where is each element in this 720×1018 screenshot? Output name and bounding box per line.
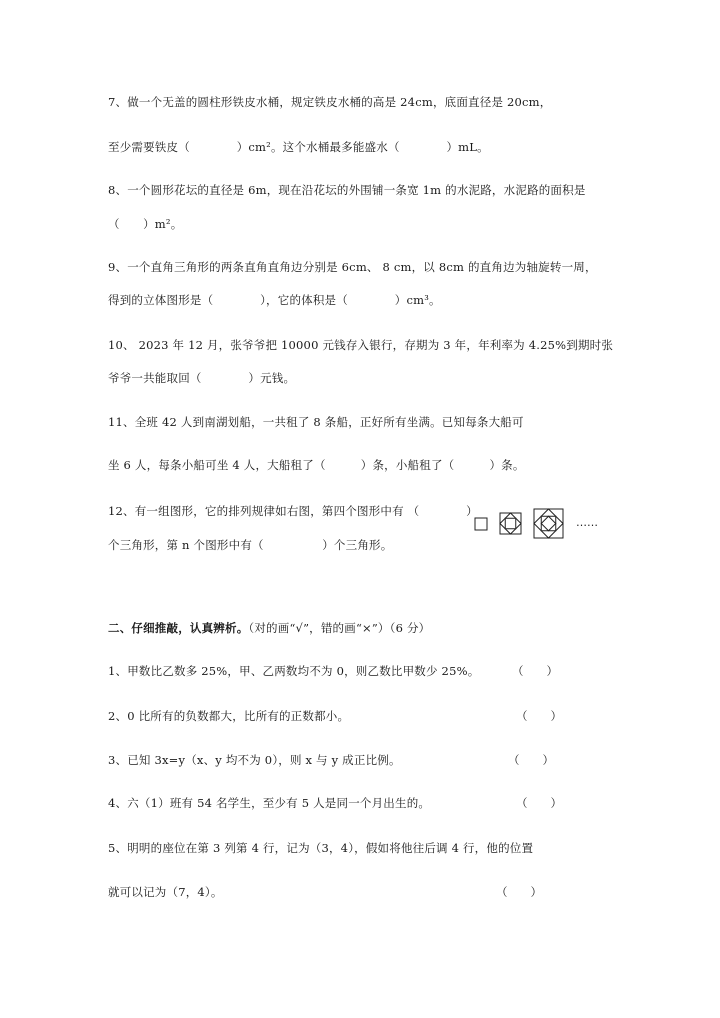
pattern-figure-2 [500, 513, 521, 534]
judge-answer-4[interactable]: （ ） [516, 796, 562, 810]
judge-answer-3[interactable]: （ ） [508, 753, 554, 767]
q7-line2: 至少需要铁皮（ ）cm²。这个水桶最多能盛水（ ）mL。 [108, 140, 489, 154]
q9-line1: 9、一个直角三角形的两条直角直角边分别是 6cm、 8 cm，以 8cm 的直角边为轴旋转一周， [108, 260, 597, 274]
judge-item-5a: 5、明明的座位在第 3 列第 4 行，记为（3，4），假如将他往后调 4 行，他的位置 [108, 841, 534, 855]
judge-answer-5[interactable]: （ ） [496, 885, 542, 899]
q9-line2: 得到的立体图形是（ ），它的体积是（ ）cm³。 [108, 293, 441, 307]
q12-line2: 个三角形，第 n 个图形中有（ ）个三角形。 [108, 538, 393, 552]
q7-line1: 7、做一个无盖的圆柱形铁皮水桶，规定铁皮水桶的高是 24cm，底面直径是 20cm， [108, 95, 552, 109]
judge-answer-1[interactable]: （ ） [512, 664, 558, 678]
judge-item-3: 3、已知 3x=y（x、y 均不为 0），则 x 与 y 成正比例。 [108, 753, 401, 767]
pattern-figure-3 [534, 509, 563, 538]
judge-item-4: 4、六（1）班有 54 名学生，至少有 5 人是同一个月出生的。 [108, 796, 431, 810]
q12-line1: 12、有一组图形，它的排列规律如右图，第四个图形中有 （ ） [108, 504, 478, 518]
q8-line2: （ ）m²。 [108, 217, 183, 231]
q11-line2: 坐 6 人，每条小船可坐 4 人，大船租了（ ）条，小船租了（ ）条。 [108, 458, 525, 472]
section2-title: 二、仔细推敲，认真辨析。 [108, 621, 249, 635]
section2-note: （对的画“√”，错的画“×”）（6 分） [248, 621, 431, 635]
q8-line1: 8、一个圆形花坛的直径是 6m，现在沿花坛的外围铺一条宽 1m 的水泥路，水泥路的面积是 [108, 183, 586, 197]
judge-answer-2[interactable]: （ ） [516, 709, 562, 723]
q10-line1: 10、 2023 年 12 月，张爷爷把 10000 元钱存入银行，存期为 3 年，年利率为 4.25%到期时张 [108, 338, 614, 352]
q12-pattern-figure [472, 508, 622, 540]
judge-item-2: 2、0 比所有的负数都大，比所有的正数都小。 [108, 709, 350, 723]
judge-item-1: 1、甲数比乙数多 25%，甲、乙两数均不为 0，则乙数比甲数少 25%。 [108, 664, 480, 678]
pattern-figure-1 [475, 518, 487, 530]
q10-line2: 爷爷一共能取回（ ）元钱。 [108, 371, 296, 385]
pattern-ellipsis: …… [576, 516, 598, 529]
section2-heading [108, 620, 430, 636]
judge-item-5b: 就可以记为（7，4）。 [108, 885, 223, 899]
q11-line1: 11、全班 42 人到南湖划船，一共租了 8 条船，正好所有坐满。已知每条大船可 [108, 415, 524, 429]
